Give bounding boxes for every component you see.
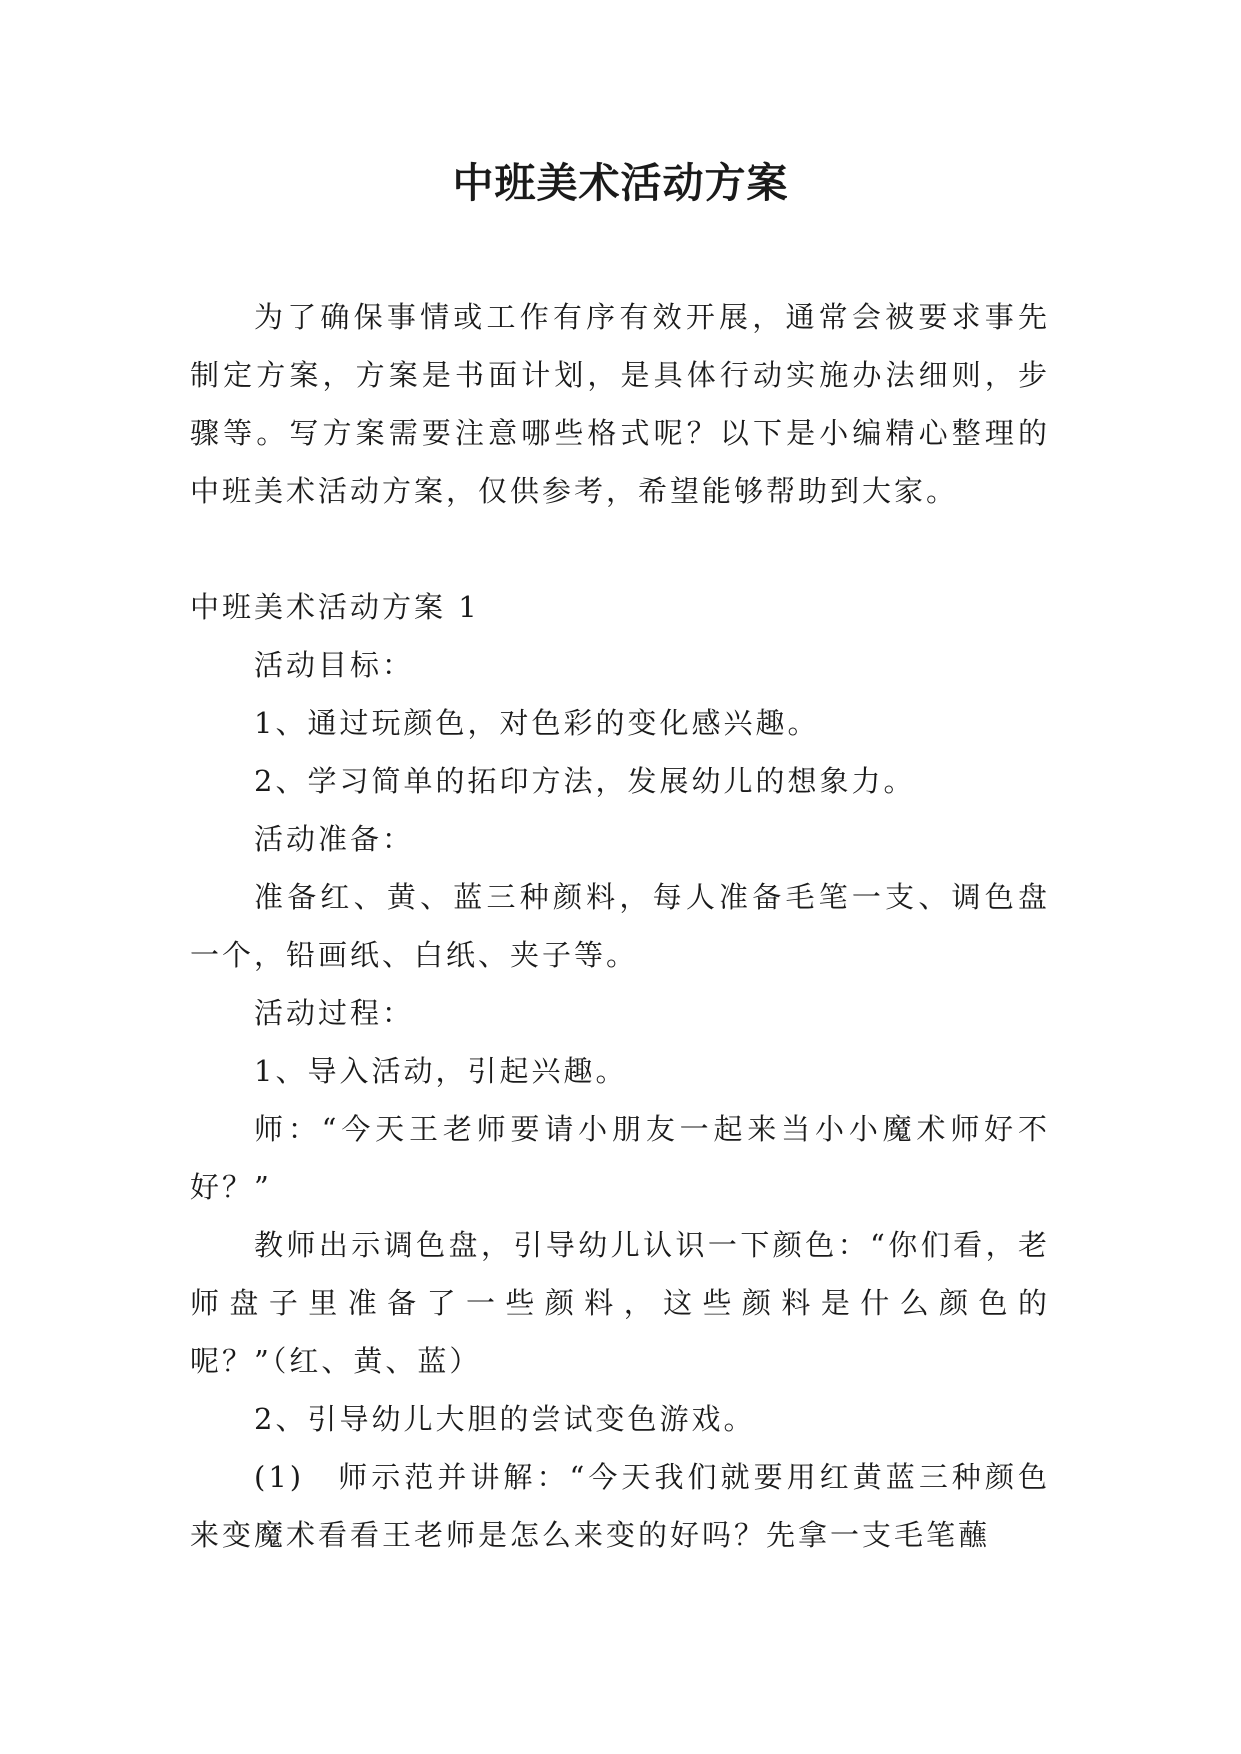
preparation-text: 准备红、黄、蓝三种颜料，每人准备毛笔一支、调色盘一个，铅画纸、白纸、夹子等。 [190, 880, 1050, 972]
intro-paragraph: 为了确保事情或工作有序有效开展，通常会被要求事先制定方案，方案是书面计划，是具体行动实施办法细则，步骤等。写方案需要注意哪些格式呢？以下是小编精心整理的中班美术活动方案，仅供参考，希望能够帮助到大家。 [190, 300, 1050, 508]
section-title: 中班美术活动方案 1 [190, 590, 480, 624]
goal-heading: 活动目标： [254, 648, 415, 682]
process-step-2: 2、引导幼儿大胆的尝试变色游戏。 [254, 1402, 756, 1436]
palette-introduction: 教师出示调色盘，引导幼儿认识一下颜色：“你们看，老师盘子里准备了一些颜料，这些颜料是什么颜色的呢？”（红、黄、蓝） [190, 1228, 1050, 1378]
goal-item-2: 2、学习简单的拓印方法，发展幼儿的想象力。 [254, 764, 916, 798]
demonstration-text: (1) 师示范并讲解：“今天我们就要用红黄蓝三种颜色来变魔术看看王老师是怎么来变的好吗？先拿一支毛笔蘸 [190, 1460, 1050, 1552]
process-step-1: 1、导入活动，引起兴趣。 [254, 1054, 628, 1088]
teacher-quote: 师：“今天王老师要请小朋友一起来当小小魔术师好不好？” [190, 1112, 1050, 1204]
process-heading: 活动过程： [254, 996, 415, 1030]
preparation-heading: 活动准备： [254, 822, 415, 856]
section-content [190, 578, 1050, 1564]
goal-item-1: 1、通过玩颜色，对色彩的变化感兴趣。 [254, 706, 820, 740]
document-title: 中班美术活动方案 [452, 159, 789, 207]
intro-block [190, 288, 1050, 520]
